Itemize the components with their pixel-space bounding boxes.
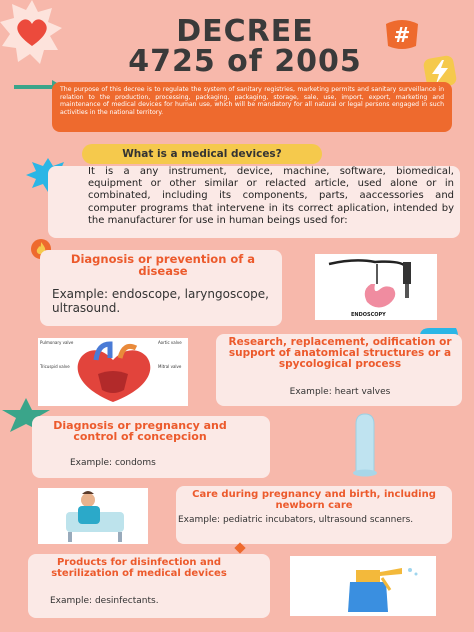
heart-label-bl: Tricuspid valve [40, 364, 70, 369]
square-decoration [234, 542, 245, 553]
heart-icon [0, 0, 64, 64]
section-example-research: Example: heart valves [289, 387, 391, 397]
page-title-line1: DECREE [176, 14, 314, 49]
section-heading-pregnancy-control: Diagnosis or pregnancy and control of concepcion [53, 419, 227, 443]
condom-image [348, 410, 382, 478]
heart-valves-image [38, 338, 188, 406]
endoscopy-image [315, 254, 437, 320]
section-heading-disinfection: Products for disinfection and sterilization of medical devices [51, 557, 227, 579]
heart-label-tl: Pulmonary valve [40, 340, 74, 345]
endoscopy-label: ENDOSCOPY [351, 312, 386, 318]
heart-label-br: Mitral valve [158, 364, 182, 369]
page-title-line2: 4725 of 2005 [128, 44, 362, 79]
section-example-diagnosis: Example: endoscope, laryngoscope, ultrasound. [52, 287, 269, 315]
section-example-birth-care: Example: pediatric incubators, ultrasound scanners. [178, 515, 414, 525]
spray-bottle-image [290, 556, 436, 616]
section-heading-birth-care: Care during pregnancy and birth, including newborn care [192, 489, 436, 511]
section-heading-research: Research, replacement, odification or support of anatomical structures or a spycological process [228, 336, 452, 370]
section-heading-diagnosis: Diagnosis or prevention of a disease [70, 252, 256, 278]
section-example-disinfection: Example: desinfectants. [50, 596, 159, 606]
question-pill: What is a medical devices? [82, 144, 322, 164]
heart-label-tr: Aortic valve [158, 340, 182, 345]
intro-paragraph: The purpose of this decree is to regulate the system of sanitary registries, marketing permits and sanitary surveillance in relation to the production, processing, packaging, packaging, storage, sale, use, import, export, marketing and maintenance of medical devices for human use, which will be mandatory for all natural or legal persons engaged in such activities in the national territory. [52, 82, 452, 132]
hashtag-icon [382, 18, 422, 52]
definition-text: It is a any instrument, device, machine, software, biomedical, equipment or other similar or relacted article, used alone or in combinated, including its components, parts, aaccessories and computer programs that intervene in its correct aplication, intended by the manufacturer for use in human beings used for: [88, 166, 454, 226]
section-example-pregnancy-control: Example: condoms [70, 458, 156, 468]
incubator-image [38, 488, 148, 544]
svg-text:#: # [393, 23, 411, 47]
